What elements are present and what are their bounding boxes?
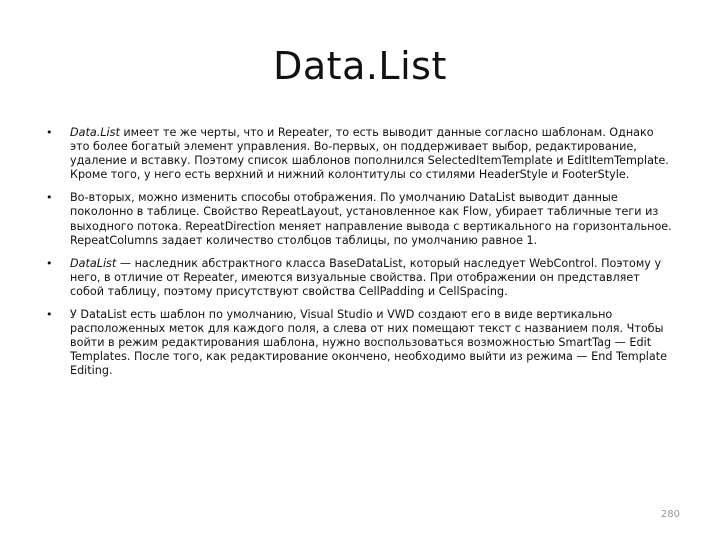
bullet-body: У DataList есть шаблон по умолчанию, Visual Studio и VWD создают его в виде вертикально расположенных меток для каждого поля, а слева от них помещают текст с названием поля. Чтобы войти в режим редактирования шаблона, нужно воспользоваться возможностью SmartTag — Edit Templates. После того, как редактирование окончено, необходимо выйти из режима — End Template Editing.: [70, 308, 668, 378]
bullet-body: имеет те же черты, что и Repeater, то есть выводит данные согласно шаблонам. Однако это более богатый элемент управления. Во-первых, он поддерживает выбор, редактирование, удаление и вставку. Поэтому список шаблонов пополнился SelectedItemTemplate и EditItemTemplate. Кроме того, у него есть верхний и нижний колонтитулы со стилями HeaderStyle и FooterStyle.: [70, 126, 669, 182]
slide-title: Data.List: [273, 44, 447, 88]
bullet-text: [70, 126, 672, 182]
bullet-lead: Data.List: [70, 126, 120, 139]
page-number: 280: [660, 509, 680, 520]
bullet-marker: •: [46, 191, 53, 205]
bullet-lead: DataList: [70, 256, 117, 270]
bullet-item: [40, 126, 672, 182]
bullet-item: [40, 308, 672, 378]
bullet-text: [70, 308, 672, 378]
bullet-text: [70, 191, 672, 247]
bullet-marker: •: [46, 256, 53, 270]
bullet-marker: •: [46, 126, 53, 139]
bullet-marker: •: [46, 308, 53, 322]
bullet-body: — наследник абстрактного класса BaseDataList, который наследует WebControl. Поэтому у него, в отличие от Repeater, имеются визуальные свойства. При отображении он представляет собой таблицу, поэтому присутствуют свойства CellPadding и CellSpacing.: [70, 256, 662, 298]
bullet-item: [40, 191, 672, 247]
bullet-body: Во-вторых, можно изменить способы отображения. По умолчанию DataList выводит данные поколонно в таблице. Свойство RepeatLayout, установленное как Flow, убирает табличные теги из выходного потока. RepeatDirection меняет направление вывода с вертикального на горизонтальное. RepeatColumns задает количество столбцов таблицы, по умолчанию равное 1.: [70, 191, 672, 247]
bullet-list: [40, 126, 672, 388]
bullet-item: [40, 257, 672, 299]
bullet-text: [70, 257, 672, 299]
